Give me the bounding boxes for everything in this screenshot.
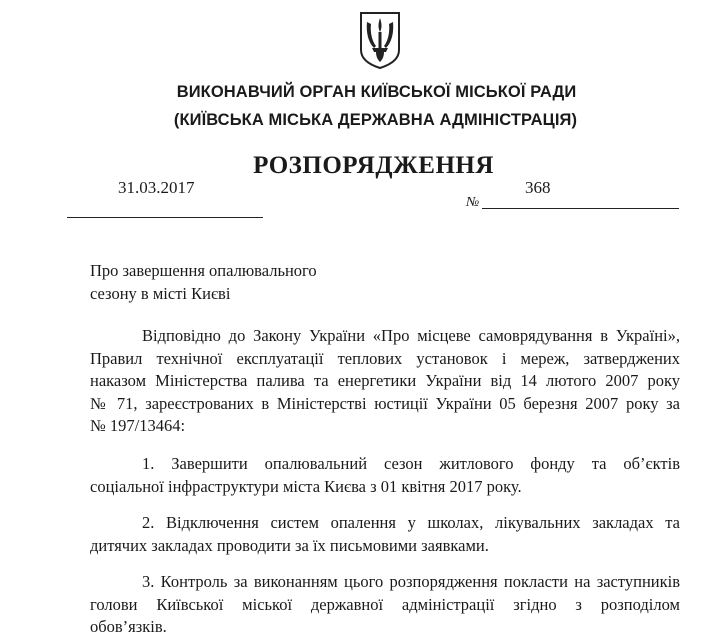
subject-line: Про завершення опалювального: [90, 261, 317, 280]
paragraph-line: 3. Контроль за виконанням цього розпорядження покласти на заступників: [142, 572, 680, 591]
document-title: РОЗПОРЯДЖЕННЯ: [253, 152, 494, 179]
number-underline: [482, 208, 679, 209]
paragraph-line: Правил технічної експлуатації теплових установок і мереж, затверджених: [90, 348, 680, 368]
document-number: 368: [525, 178, 551, 197]
paragraph-line: Відповідно до Закону України «Про місцеве самоврядування в Україні»,: [142, 326, 680, 345]
paragraph-line: 2. Відключення систем опалення у школах, лікувальних закладах та: [142, 513, 680, 532]
number-sign: №: [466, 195, 480, 210]
document-subject: [90, 259, 317, 305]
document-date: 31.03.2017: [118, 178, 195, 197]
paragraph-line: голови Київської міської державної адміністрації згідно з розподілом: [90, 594, 680, 614]
item-3-paragraph: [90, 571, 680, 639]
item-2-paragraph: [90, 512, 680, 557]
paragraph-line: соціальної інфраструктури міста Києва з 01 квітня 2017 року.: [90, 476, 522, 496]
paragraph-line: № 71, зареєстрованих в Міністерстві юстиції України 05 березня 2007 року за: [90, 393, 680, 413]
subject-line: сезону в місті Києві: [90, 284, 231, 303]
organization-name-alt: (КИЇВСЬКА МІСЬКА ДЕРЖАВНА АДМІНІСТРАЦІЯ): [173, 111, 578, 129]
trident-emblem-icon: [357, 10, 403, 70]
paragraph-line: обов’язків.: [90, 617, 167, 636]
paragraph-line: дитячих закладах проводити за їх письмовими заявками.: [90, 535, 489, 555]
organization-name: ВИКОНАВЧИЙ ОРГАН КИЇВСЬКОЇ МІСЬКОЇ РАДИ: [176, 83, 577, 101]
preamble-paragraph: [90, 325, 680, 438]
paragraph-line: наказом Міністерства палива та енергетики України від 14 лютого 2007 року: [90, 371, 680, 390]
item-1-paragraph: [90, 453, 680, 498]
paragraph-line: 1. Завершити опалювальний сезон житлового фонду та об’єктів: [142, 454, 680, 473]
date-underline: [67, 217, 263, 218]
paragraph-line: № 197/13464:: [90, 416, 186, 435]
